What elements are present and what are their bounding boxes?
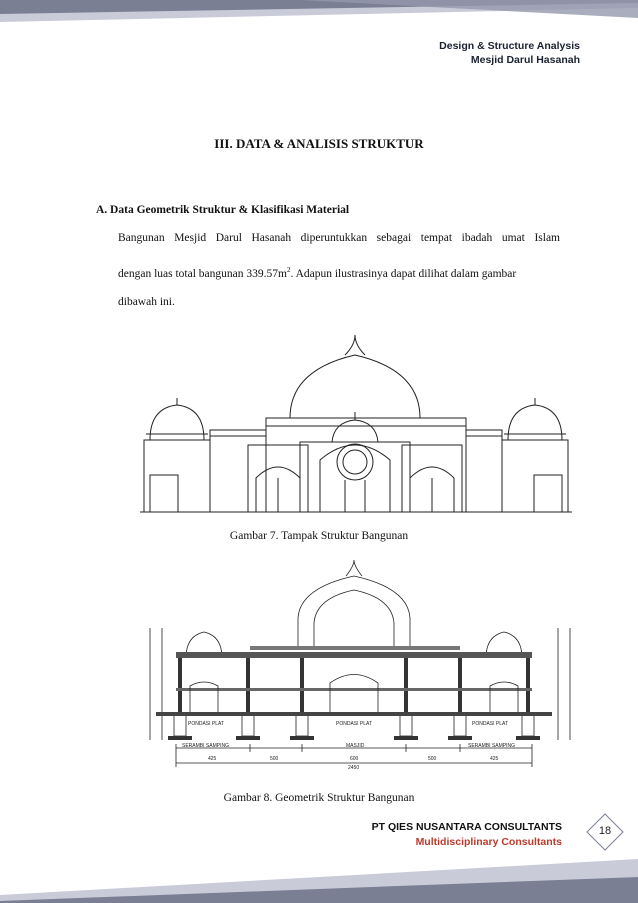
fig8-dim-600: 600 <box>350 756 359 762</box>
figure-8-caption: Gambar 8. Geometrik Struktur Bangunan <box>223 792 415 804</box>
page-number: 18 <box>598 825 612 837</box>
paragraph-line-2: dengan luas total bangunan $339.57m^2$. Adapun ilustrasinya dapat dilihat dalam gambar <box>118 266 517 280</box>
fig8-label-serambi-right: SERAMBI SAMPING <box>468 743 515 749</box>
footer-tagline: Multidisciplinary Consultants <box>415 836 562 848</box>
paragraph-line-1: Bangunan Mesjid Darul Hasanah diperuntukkan sebagai tempat ibadah umat Islam <box>118 232 560 244</box>
fig8-label-serambi-left: SERAMBI SAMPING <box>182 743 229 749</box>
fig8-dim-500-left: 500 <box>270 756 279 762</box>
fig8-pondasi-right: PONDASI PLAT <box>472 721 509 727</box>
fig8-pondasi-center: PONDASI PLAT <box>336 721 373 727</box>
fig8-label-layer <box>120 558 588 780</box>
header-decoration <box>0 0 638 30</box>
fig8-dim-total: 2450 <box>348 765 360 771</box>
fig8-dim-500-right: 500 <box>428 756 437 762</box>
paragraph-line-3: dibawah ini. <box>118 296 175 308</box>
footer-decoration <box>0 855 638 903</box>
fig8-label-masjid: MASJID <box>346 743 365 749</box>
subsection-title: A. Data Geometrik Struktur & Klasifikasi Material <box>96 204 350 216</box>
mosque-elevation-drawing <box>140 330 572 520</box>
figure-7-caption: Gambar 7. Tampak Struktur Bangunan <box>229 530 409 542</box>
fig8-pondasi-left: PONDASI PLAT <box>188 721 225 727</box>
header-subtitle: Mesjid Darul Hasanah <box>470 54 580 66</box>
fig8-dim-425-right: 425 <box>490 756 499 762</box>
section-title: III. DATA & ANALISIS STRUKTUR <box>214 136 424 151</box>
footer-company: PT QIES NUSANTARA CONSULTANTS <box>371 821 562 833</box>
header-title: Design & Structure Analysis <box>439 40 580 52</box>
fig8-dim-425-left: 425 <box>208 756 217 762</box>
